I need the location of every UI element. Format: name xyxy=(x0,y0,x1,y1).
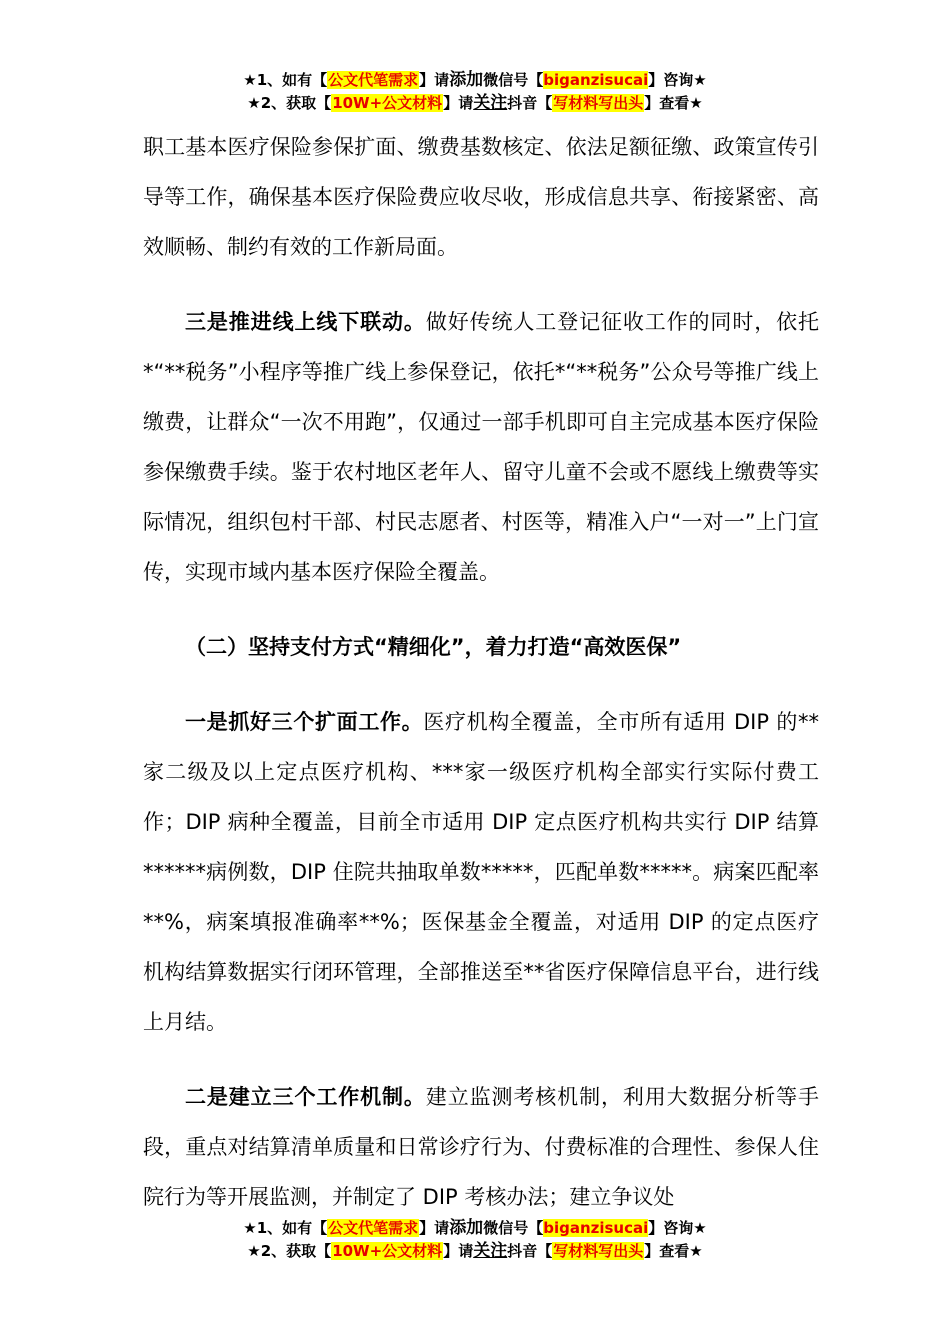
banner-line-1 xyxy=(0,69,950,92)
banner-highlight: 10W+公文材料 xyxy=(332,94,443,112)
paragraph xyxy=(143,1072,819,1222)
footer-banner xyxy=(0,1217,950,1263)
paragraph-lead: 一是抓好三个扩面工作。 xyxy=(185,710,424,734)
header-banner xyxy=(0,69,950,115)
banner-text: ★2、获取【 xyxy=(247,1242,332,1260)
banner-line-1 xyxy=(0,1217,950,1240)
banner-douyin-id: 写材料写出头 xyxy=(553,94,644,112)
paragraph-text: 建立监测考核机制，利用大数据分析等手段，重点对结算清单质量和日常诊疗行为、付费标准的合理性、参保人住院行为等开展监测，并制定了 DIP 考核办法；建立争议处 xyxy=(143,1085,820,1209)
banner-emphasis: 关注 xyxy=(473,1241,508,1261)
banner-emphasis: 关注 xyxy=(473,93,508,113)
paragraph xyxy=(143,297,819,597)
paragraph-text: 做好传统人工登记征收工作的同时，依托*“**税务”小程序等推广线上参保登记，依托*“**税务”公众号等推广线上缴费，让群众“一次不用跑”，仅通过一部手机即可自主完成基本医疗保险参保缴费手续。鉴于农村地区老年人、留守儿童不会或不愿线上缴费等实际情况，组织包村干部、村民志愿者、村医等，精准入户“一对一”上门宣传，实现市域内基本医疗保险全覆盖。 xyxy=(143,310,820,584)
banner-line-2 xyxy=(0,92,950,115)
banner-wechat-id: biganzisucai xyxy=(543,1219,649,1237)
paragraph-lead: 三是推进线上线下联动。 xyxy=(185,310,426,334)
section-heading: （二）坚持支付方式“精细化”，着力打造“高效医保” xyxy=(185,635,682,659)
paragraph-text: 医疗机构全覆盖，全市所有适用 DIP 的**家二级及以上定点医疗机构、***家一级医疗机构全部实行实际付费工作；DIP 病种全覆盖，目前全市适用 DIP 定点医疗机构共实行 DIP 结算******病例数，DIP 住院共抽取单数*****，匹配单数*****。病案匹配率**%，病案填报准确率**%；医保基金全覆盖，对适用 DIP 的定点医疗机构结算数据实行闭环管理，全部推送至**省医疗保障信息平台，进行线上月结。 xyxy=(143,710,819,1034)
document-body xyxy=(143,122,819,1222)
banner-text: 】查看★ xyxy=(644,1242,703,1260)
banner-highlight: 公文代笔需求 xyxy=(328,1219,419,1237)
banner-text: 抖音【 xyxy=(507,1242,553,1260)
banner-wechat-id: biganzisucai xyxy=(543,71,649,89)
banner-text: 】请 xyxy=(419,71,450,89)
banner-emphasis: 添加 xyxy=(449,70,484,90)
banner-text: ★1、如有【 xyxy=(243,1219,328,1237)
banner-text: ★1、如有【 xyxy=(243,71,328,89)
banner-text: 】请 xyxy=(443,1242,474,1260)
banner-text: 】请 xyxy=(443,94,474,112)
banner-text: 】咨询★ xyxy=(648,71,707,89)
banner-text: 】咨询★ xyxy=(648,1219,707,1237)
paragraph xyxy=(143,697,819,1047)
paragraph: 职工基本医疗保险参保扩面、缴费基数核定、依法足额征缴、政策宣传引导等工作，确保基本医疗保险费应收尽收，形成信息共享、衔接紧密、高效顺畅、制约有效的工作新局面。 xyxy=(143,135,819,259)
banner-text: 微信号【 xyxy=(483,1219,544,1237)
banner-text: 】查看★ xyxy=(644,94,703,112)
banner-text: ★2、获取【 xyxy=(247,94,332,112)
banner-douyin-id: 写材料写出头 xyxy=(553,1242,644,1260)
banner-emphasis: 添加 xyxy=(449,1218,484,1238)
banner-text: 微信号【 xyxy=(483,71,544,89)
banner-text: 抖音【 xyxy=(507,94,553,112)
banner-line-2 xyxy=(0,1240,950,1263)
banner-highlight: 公文代笔需求 xyxy=(328,71,419,89)
banner-highlight: 10W+公文材料 xyxy=(332,1242,443,1260)
paragraph-lead: 二是建立三个工作机制。 xyxy=(185,1085,426,1109)
banner-text: 】请 xyxy=(419,1219,450,1237)
